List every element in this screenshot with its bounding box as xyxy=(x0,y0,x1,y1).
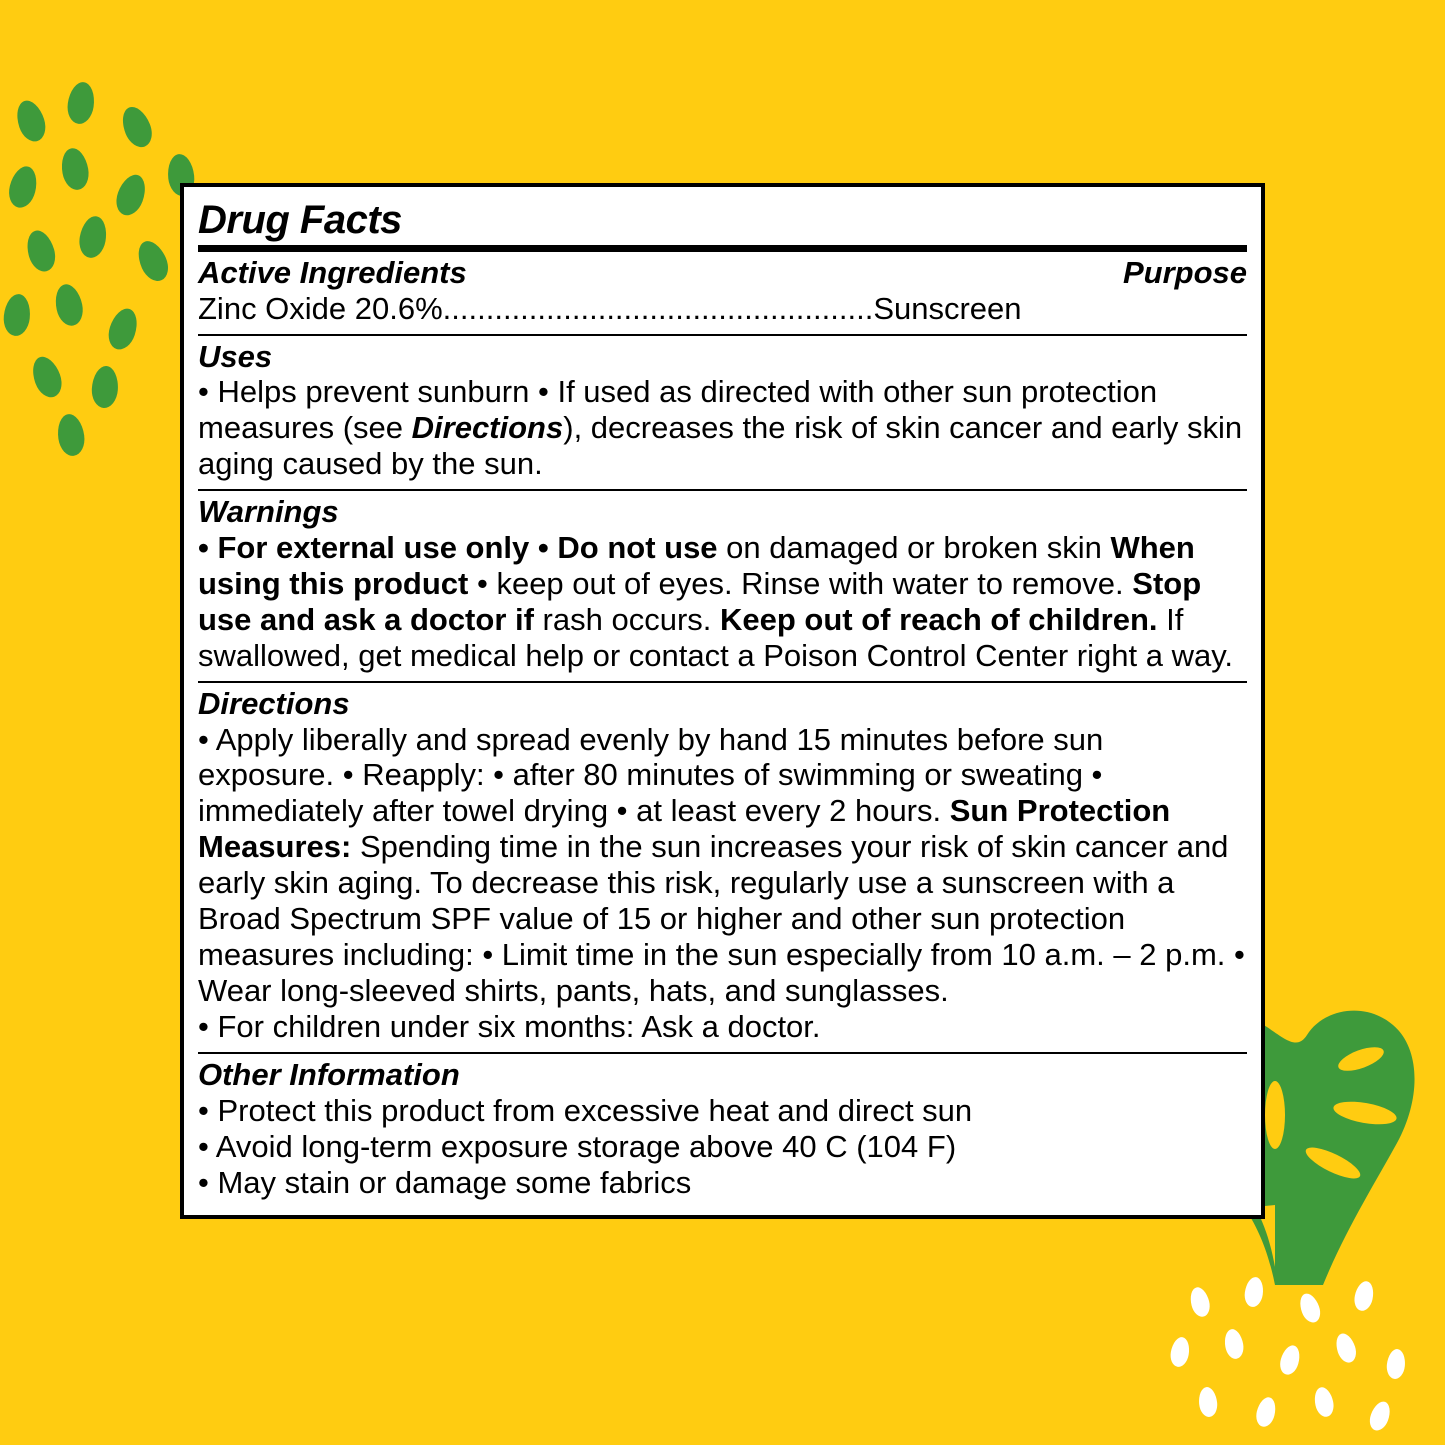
drug-facts-title: Drug Facts xyxy=(198,198,402,242)
directions-children-note: • For children under six months: Ask a doctor. xyxy=(198,1009,821,1045)
warnings-external-use: • For external use only xyxy=(198,529,530,565)
purpose-heading: Purpose xyxy=(1122,255,1247,290)
leader-dots: .................................................. xyxy=(442,290,874,326)
directions-text-2: Spending time in the sun increases your risk of skin cancer and early skin aging. To decrease this risk, regularly use a sunscreen with a Broad Spectrum SPF value of 15 or higher and other sun protection measures including: • Limit time in the sun especially from 10 a.m. – 2 p.m. • Wear long-sleeved shirts, pants, hats, and sunglasses. xyxy=(198,829,1245,1009)
active-ingredients-section xyxy=(198,252,1247,331)
active-ingredient-name: Zinc Oxide 20.6% xyxy=(198,290,443,326)
other-information-item: • Avoid long-term exposure storage above 40 C (104 F) xyxy=(198,1128,957,1164)
directions-text-1: • Apply liberally and spread evenly by hand 15 minutes before sun exposure. • Reapply: • after 80 minutes of swimming or sweating • immediately after towel drying • at least every 2 hours. xyxy=(198,721,1104,829)
other-information-section xyxy=(198,1054,1247,1205)
warnings-section xyxy=(198,491,1247,678)
other-information-item: • Protect this product from excessive heat and direct sun xyxy=(198,1092,973,1128)
uses-text-part1: • Helps prevent sunburn • If used as directed with other sun protection measures (see xyxy=(198,374,1158,446)
uses-directions-emphasis: Directions xyxy=(411,410,564,446)
warnings-do-not-use: Do not use xyxy=(557,529,718,565)
uses-heading: Uses xyxy=(198,338,273,374)
divider-thick xyxy=(198,245,1247,252)
warnings-text xyxy=(198,530,1247,674)
warnings-keep-out: Keep out of reach of children. xyxy=(720,601,1158,637)
directions-sun-protection-measures: Sun Protection Measures: xyxy=(198,793,1171,865)
warnings-text-2: • keep out of eyes. Rinse with water to remove. xyxy=(468,565,1133,601)
directions-text xyxy=(198,722,1247,1010)
warnings-when-using: When using this product xyxy=(198,529,1195,601)
other-information-item: • May stain or damage some fabrics xyxy=(198,1164,692,1200)
uses-section xyxy=(198,336,1247,487)
warnings-heading: Warnings xyxy=(198,494,339,530)
active-ingredient-row xyxy=(198,291,1247,327)
active-ingredient-purpose: Sunscreen xyxy=(873,290,1022,326)
warnings-text-1: on damaged or broken skin xyxy=(717,529,1111,565)
warnings-sep: • xyxy=(529,529,558,565)
warnings-text-3: rash occurs. xyxy=(533,601,720,637)
warnings-text-4: If swallowed, get medical help or contact a Poison Control Center right a way. xyxy=(198,601,1234,673)
directions-heading: Directions xyxy=(198,685,350,721)
drug-facts-panel xyxy=(180,183,1265,1219)
uses-text-part2: ), decreases the risk of skin cancer and early skin aging caused by the sun. xyxy=(198,410,1243,482)
uses-text xyxy=(198,374,1247,482)
active-ingredients-heading: Active Ingredients xyxy=(198,255,467,290)
other-information-heading: Other Information xyxy=(198,1057,460,1093)
directions-section xyxy=(198,683,1247,1049)
dot-pattern-decoration xyxy=(1165,1275,1415,1435)
warnings-stop-use: Stop use and ask a doctor if xyxy=(198,565,1202,637)
